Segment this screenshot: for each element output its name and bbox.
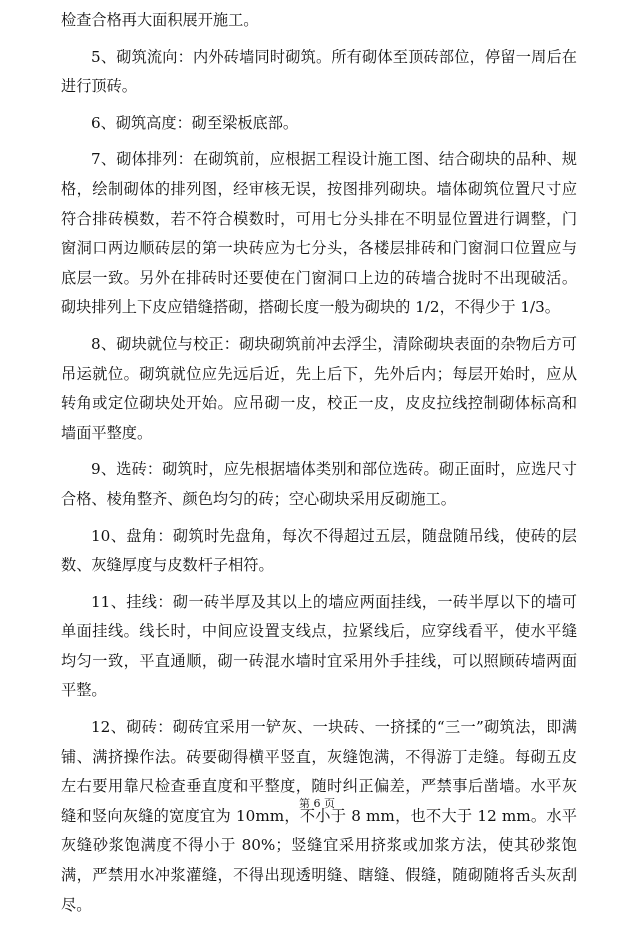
paragraph-item-12: 12、砌砖：砌砖宜采用一铲灰、一块砖、一挤揉的“三一”砌筑法，即满铺、满挤操作法。砖要砌得横平竖直，灰缝饱满，不得游丁走缝。每砌五皮左右要用靠尺检查垂直度和平整度，随时纠正偏差，严禁事后凿墙。水平灰缝和竖向灰缝的宽度宜为 10mm，不小于 8 mm，也不大于 12 mm。水平灰缝砂浆饱满度不得小于 80%；竖缝宜采用挤浆或加浆方法，使其砂浆饱满，严禁用水冲浆灌缝，不得出现透明缝、瞎缝、假缝，随砌随将舌头灰刮尽。	[61, 718, 577, 914]
paragraph-item-8: 8、砌块就位与校正：砌块砌筑前冲去浮尘，清除砌块表面的杂物后方可吊运就位。砌筑就位应先远后近，先上后下，先外后内；每层开始时，应从转角或定位砌块处开始。应吊砌一皮，校正一皮，皮皮拉线控制砌体标高和墙面平整度。	[61, 334, 577, 442]
paragraph-item-5: 5、砌筑流向：内外砖墙同时砌筑。所有砌体至顶砖部位，停留一周后在进行顶砖。	[61, 47, 577, 96]
paragraph-item-6: 6、砌筑高度：砌至梁板底部。	[91, 113, 299, 132]
paragraph-item-10: 10、盘角：砌筑时先盘角，每次不得超过五层，随盘随吊线，使砖的层数、灰缝厚度与皮数杆子相符。	[61, 526, 577, 575]
paragraph-item-11: 11、挂线：砌一砖半厚及其以上的墙应两面挂线，一砖半厚以下的墙可单面挂线。线长时，中间应设置支线点，拉紧线后，应穿线看平，使水平缝均匀一致，平直通顺，砌一砖混水墙时宜采用外手挂线，可以照顾砖墙两面平整。	[61, 592, 577, 700]
paragraph-item-9: 9、选砖：砌筑时，应先根据墙体类别和部位选砖。砌正面时，应选尺寸合格、棱角整齐、颜色均匀的砖；空心砌块采用反砌施工。	[61, 460, 577, 508]
paragraph-continuation: 检查合格再大面积展开施工。	[61, 11, 259, 29]
page-number: 第 6 页	[299, 797, 335, 810]
page-body	[61, 6, 577, 927]
paragraph-item-7: 7、砌体排列：在砌筑前，应根据工程设计施工图、结合砌块的品种、规格，绘制砌体的排列图，经审核无误，按图排列砌块。墙体砌筑位置尺寸应符合排砖模数，若不符合模数时，可用七分头排在不明显位置进行调整，门窗洞口两边顺砖层的第一块砖应为七分头，各楼层排砖和门窗洞口位置应与底层一致。另外在排砖时还要使在门窗洞口上边的砖墙合拢时不出现破活。砌块排列上下皮应错缝搭砌，搭砌长度一般为砌块的 1/2，不得少于 1/3。	[61, 150, 577, 317]
